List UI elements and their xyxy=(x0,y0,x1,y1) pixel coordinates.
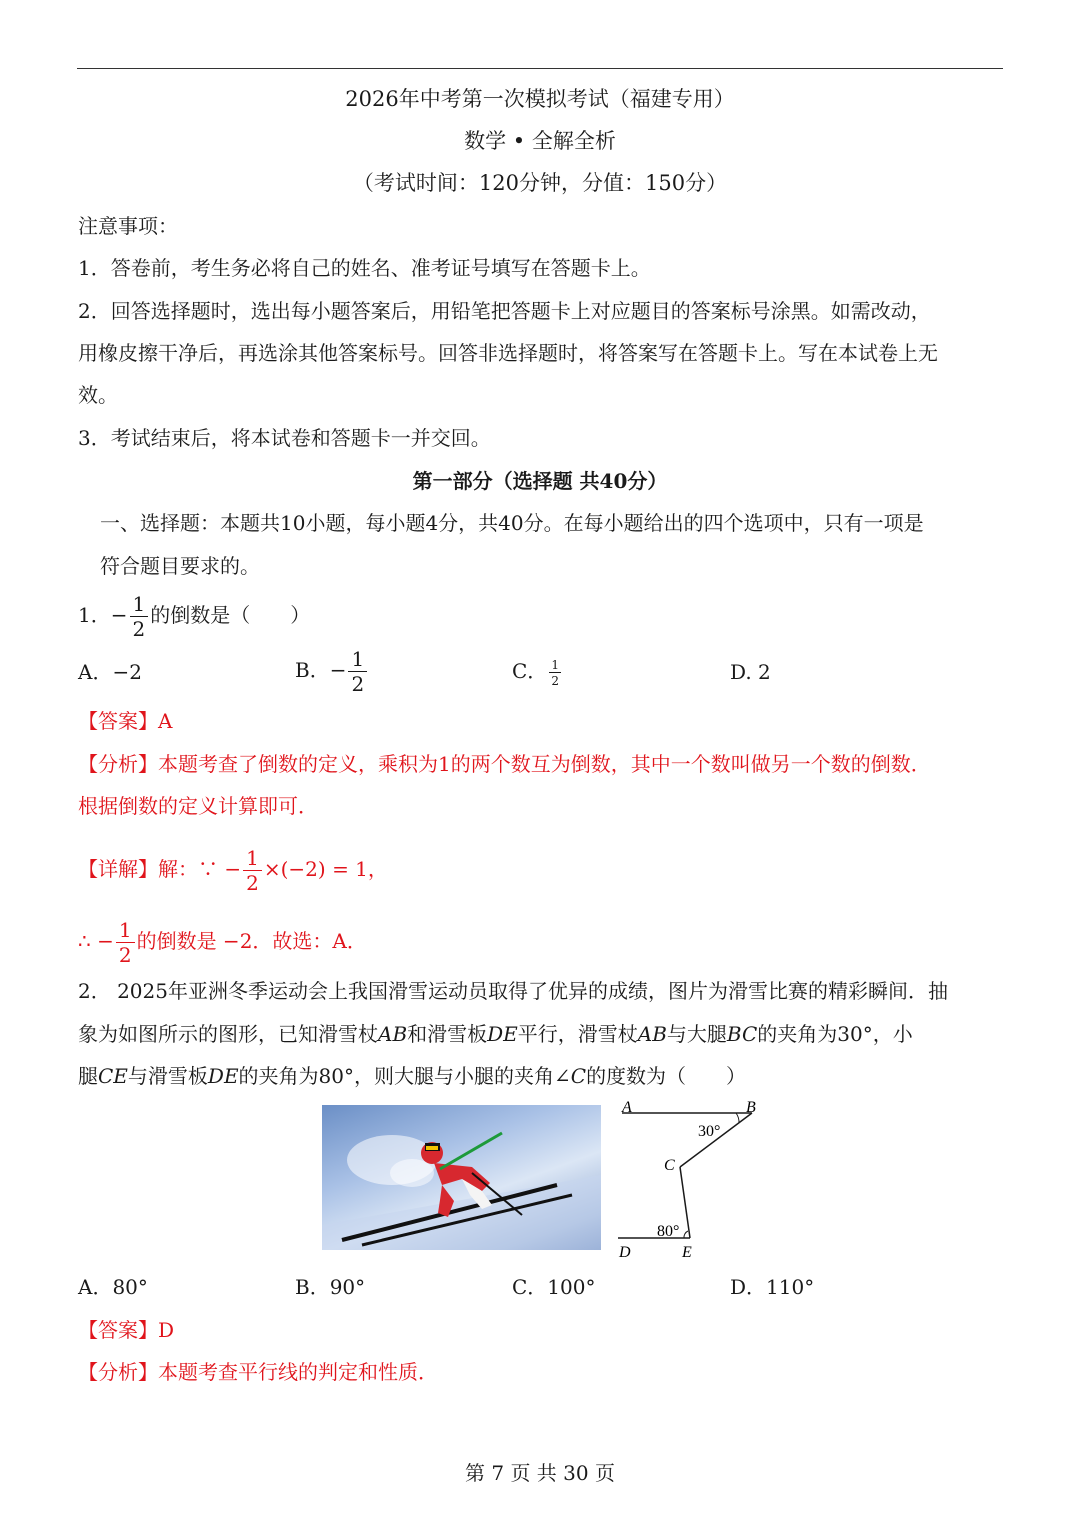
q2-line3-d: 的度数为（ ） xyxy=(586,1064,747,1088)
q2-option-a: A．80° xyxy=(78,1275,148,1299)
q2-angle-c: ∠C xyxy=(554,1064,587,1088)
angle-e-label: 80° xyxy=(657,1223,680,1240)
label-b: B xyxy=(746,1099,756,1116)
angle-b-label: 30° xyxy=(698,1123,721,1140)
notes-item-2-line1: 2．回答选择题时，选出每小题答案后，用铅笔把答题卡上对应题目的答案标号涂黑。如需改动， xyxy=(78,299,931,323)
header-rule xyxy=(77,68,1003,69)
q1-option-b-num: 1 xyxy=(348,649,367,672)
q1-conclusion-num: 1 xyxy=(116,920,135,943)
q2-line3-c: 的夹角为80°，则大腿与小腿的夹角 xyxy=(238,1064,554,1088)
q1-fraction xyxy=(130,594,149,639)
q2-line2-c: 平行，滑雪杖 xyxy=(517,1022,638,1046)
angle-e-arc xyxy=(684,1231,688,1238)
q2-line2-b: 和滑雪板 xyxy=(407,1022,488,1046)
label-d: D xyxy=(619,1244,631,1261)
q2-line3-b: 与滑雪板 xyxy=(127,1064,208,1088)
q1-stem-tail: 的倒数是（ ） xyxy=(150,603,311,627)
q2-var-bc: BC xyxy=(726,1022,758,1046)
label-a: A xyxy=(622,1099,632,1116)
q2-answer: 【答案】D xyxy=(78,1318,175,1342)
q1-frac-den: 2 xyxy=(132,617,146,641)
q2-line3 xyxy=(78,1066,746,1086)
q1-detail-num: 1 xyxy=(243,848,262,871)
q1-option-c-fraction xyxy=(549,659,561,687)
skier-photo xyxy=(322,1105,601,1250)
q1-detail-tail: ×(−2) = 1， xyxy=(263,857,388,881)
q1-stem xyxy=(78,592,310,639)
q2-var-ce: CE xyxy=(98,1064,128,1088)
exam-info: （考试时间：120分钟，分值：150分） xyxy=(352,171,728,195)
notes-item-2-line2: 用橡皮擦干净后，再选涂其他答案标号。回答非选择题时，将答案写在答题卡上。写在本试卷上无 xyxy=(78,341,938,365)
q1-option-b-den: 2 xyxy=(351,672,365,696)
q1-option-c-num: 1 xyxy=(551,657,559,672)
q1-analysis-line2: 根据倒数的定义计算即可． xyxy=(78,794,318,818)
q2-line2-d: 与大腿 xyxy=(666,1022,727,1046)
label-e: E xyxy=(682,1244,692,1261)
q2-option-b: B．90° xyxy=(295,1275,366,1299)
q1-option-c-den: 2 xyxy=(551,673,559,688)
q2-var-ab-2: AB xyxy=(637,1022,667,1046)
q2-line3-a: 腿 xyxy=(78,1064,98,1088)
q1-minus: − xyxy=(110,603,128,627)
q2-line2 xyxy=(78,1024,913,1044)
notes-item-1: 1．答卷前，考生务必将自己的姓名、准考证号填写在答题卡上。 xyxy=(78,256,651,280)
q1-detail-fraction xyxy=(243,848,262,893)
exam-subtitle: 数学 • 全解全析 xyxy=(464,129,616,153)
q2-var-ab: AB xyxy=(378,1022,408,1046)
q1-conclusion-fraction xyxy=(116,920,135,965)
q1-analysis-line1: 【分析】本题考查了倒数的定义，乘积为1的两个数互为倒数，其中一个数叫做另一个数的倒数． xyxy=(78,752,931,776)
q2-analysis: 【分析】本题考查平行线的判定和性质． xyxy=(78,1360,438,1384)
notes-item-2-line3: 效。 xyxy=(78,383,118,407)
q1-option-a: A．−2 xyxy=(78,660,142,684)
q1-option-b xyxy=(295,647,369,694)
q2-var-de: DE xyxy=(487,1022,518,1046)
q1-detail-prefix: 【详解】解：∵ − xyxy=(78,857,242,881)
q1-conclusion-prefix: ∴ − xyxy=(78,929,114,953)
geometry-figure xyxy=(612,1095,772,1265)
notes-item-3: 3．考试结束后，将本试卷和答题卡一并交回。 xyxy=(78,426,491,450)
segment-ce xyxy=(680,1167,690,1238)
part1-intro-line1: 一、选择题：本题共10小题，每小题4分，共40分。在每小题给出的四个选项中，只有一项是 xyxy=(100,511,924,535)
segment-bc xyxy=(680,1113,752,1167)
q2-option-d: D．110° xyxy=(730,1275,815,1299)
q1-frac-num: 1 xyxy=(130,594,149,617)
q2-line2-a: 象为如图所示的图形，已知滑雪杖 xyxy=(78,1022,378,1046)
q1-option-c xyxy=(512,656,563,687)
notes-heading: 注意事项： xyxy=(78,214,178,238)
q2-option-c: C．100° xyxy=(512,1275,596,1299)
q1-conclusion-den: 2 xyxy=(118,943,132,967)
q2-var-de-2: DE xyxy=(207,1064,239,1088)
angle-b-arc xyxy=(736,1113,739,1123)
q1-detail-den: 2 xyxy=(246,871,259,895)
skier-illustration xyxy=(322,1105,601,1250)
q1-detail xyxy=(78,846,388,893)
exam-title: 2026年中考第一次模拟考试（福建专用） xyxy=(345,87,735,111)
part1-intro-line2: 符合题目要求的。 xyxy=(100,554,260,578)
q2-line1: 2． 2025年亚洲冬季运动会上我国滑雪运动员取得了优异的成绩，图片为滑雪比赛的精彩瞬间．抽 xyxy=(78,979,948,1003)
q1-number: 1． xyxy=(78,603,111,627)
q1-option-b-label: B．− xyxy=(295,658,347,682)
q1-conclusion-tail: 的倒数是 −2．故选：A． xyxy=(136,929,367,953)
q1-answer: 【答案】A xyxy=(78,709,173,733)
q1-conclusion xyxy=(78,918,367,965)
part1-heading: 第一部分（选择题 共40分） xyxy=(412,469,668,493)
page-number: 第 7 页 共 30 页 xyxy=(465,1461,615,1485)
label-c: C xyxy=(664,1157,675,1174)
q1-option-b-fraction xyxy=(348,649,367,694)
q1-option-d: D. 2 xyxy=(730,660,771,684)
q1-option-c-label: C． xyxy=(512,659,548,683)
q2-line2-e: 的夹角为30°，小 xyxy=(757,1022,913,1046)
